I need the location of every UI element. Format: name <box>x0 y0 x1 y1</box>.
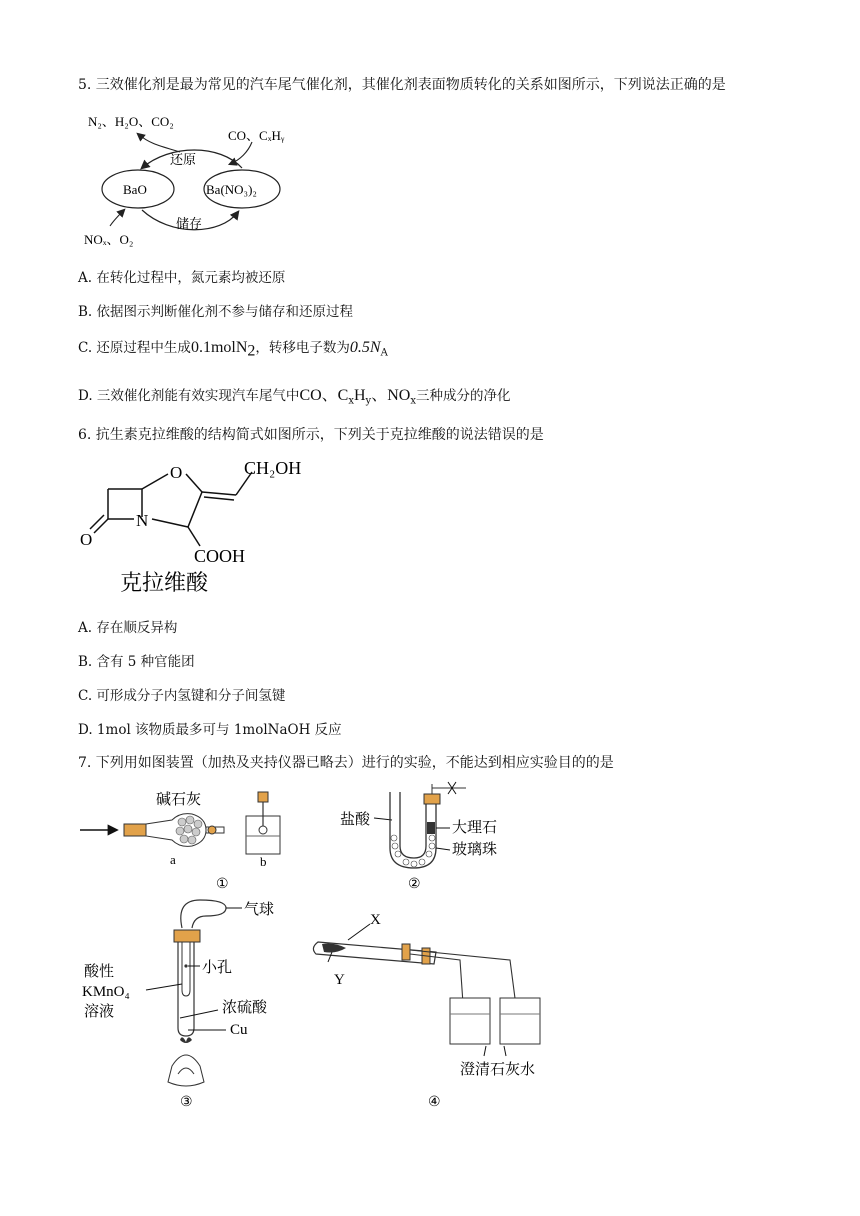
figure-number-4: ④ <box>428 1095 441 1110</box>
products-out-arrow <box>138 134 180 152</box>
glass-beads-label: 玻璃珠 <box>452 842 498 858</box>
figure-number-3: ③ <box>180 1095 193 1110</box>
storage-label: 储存 <box>176 216 203 231</box>
nox-in-arrow <box>110 210 124 226</box>
apparatus-2 <box>336 778 556 894</box>
reduction-label: 还原 <box>170 152 197 167</box>
question-6-stem: 6. 抗生素克拉维酸的结构简式如图所示，下列关于克拉维酸的说法错误的是 <box>78 427 544 443</box>
q5-option-b: B. 依据图示判断催化剂不参与储存和还原过程 <box>78 304 354 320</box>
carbonyl-oxygen: O <box>80 530 93 549</box>
nox-label: NOₓ、O₂ <box>84 232 134 247</box>
q6-option-d: D. 1mol 该物质最多可与 1molNaOH 反应 <box>78 722 342 738</box>
label-b: b <box>260 854 267 869</box>
soda-lime-label: 碱石灰 <box>156 792 202 808</box>
apparatus-1 <box>76 784 296 894</box>
ring-oxygen: O <box>170 463 183 482</box>
reagent-line-1: 酸性 <box>84 964 115 980</box>
side-chain-ch2oh: CH₂OH <box>244 458 302 478</box>
reductants-label: CO、CₓHᵧ <box>228 128 285 143</box>
copper-label: Cu <box>230 1022 248 1038</box>
catalyst-cycle-diagram <box>80 104 300 252</box>
balloon-label: 气球 <box>244 902 275 918</box>
apparatus-3 <box>76 894 316 1114</box>
q5-option-a: A. 在转化过程中，氮元素均被还原 <box>78 270 286 286</box>
structure-caption: 克拉维酸 <box>120 570 209 595</box>
figure-number-2: ② <box>408 877 421 892</box>
q5-option-c: C. 还原过程中生成0.1molN$_2$，转移电子数为$0.5N_A$ <box>78 339 388 360</box>
question-5-stem: 5. 三效催化剂是最为常见的汽车尾气催化剂，其催化剂表面物质转化的关系如图所示，下列说法正确的是 <box>78 77 726 93</box>
y-label: Y <box>334 972 345 988</box>
limewater-label: 澄清石灰水 <box>460 1062 536 1078</box>
barium-nitrate-label: Ba(NO₃)₂ <box>206 182 257 197</box>
clavulanic-acid-structure <box>76 452 336 598</box>
reagent-line-3: 溶液 <box>84 1004 115 1020</box>
label-a: a <box>170 852 176 867</box>
small-hole-label: 小孔 <box>202 960 233 976</box>
carboxyl-group: COOH <box>194 546 246 566</box>
q6-option-c: C. 可形成分子内氢键和分子间氢键 <box>78 688 286 704</box>
figure-number-1: ① <box>216 877 229 892</box>
q5-option-d: D. 三效催化剂能有效实现汽车尾气中CO、$C_xH_y$、$NO_x$三种成分的净化 <box>78 387 511 407</box>
hydrochloric-acid-label: 盐酸 <box>340 812 371 828</box>
q6-option-b: B. 含有 5 种官能团 <box>78 654 195 670</box>
q6-option-a: A. 存在顺反异构 <box>78 620 178 636</box>
reagent-line-2: KMnO₄ <box>82 984 130 1000</box>
nitrogen-atom: N <box>136 511 149 530</box>
marble-label: 大理石 <box>452 820 498 836</box>
question-7-stem: 7. 下列用如图装置（加热及夹持仪器已略去）进行的实验，不能达到相应实验目的的是 <box>78 755 614 771</box>
bao-label: BaO <box>123 182 147 197</box>
apparatus-4 <box>310 906 570 1112</box>
conc-sulfuric-acid-label: 浓硫酸 <box>222 1000 268 1016</box>
products-label: N₂、H₂O、CO₂ <box>88 114 174 129</box>
x-label: X <box>370 912 381 928</box>
